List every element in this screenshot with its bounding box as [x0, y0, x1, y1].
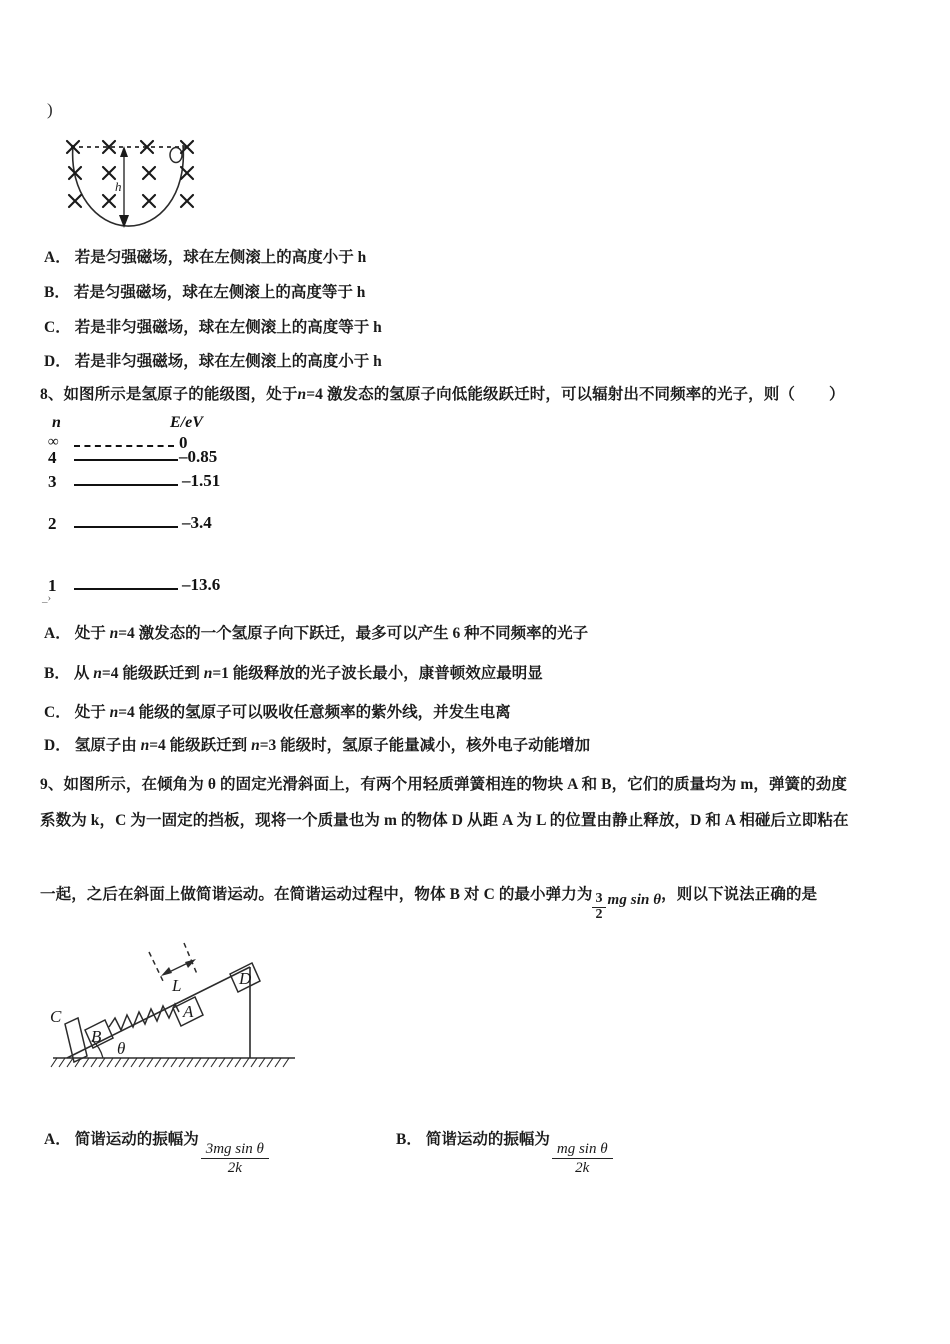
- energy-level-n-1: 1: [48, 576, 57, 595]
- energy-level-value-inf: 0: [179, 433, 188, 452]
- svg-text:h: h: [115, 179, 122, 194]
- q8-option-d-mi1: n: [140, 737, 150, 754]
- energy-level-value-2: –3.4: [182, 513, 212, 532]
- q9-stem-line3: [40, 882, 817, 922]
- q9-option-b-fraction: [552, 1141, 613, 1177]
- q8-option-b-mid: =4 能级跃迁到: [101, 665, 204, 682]
- q8-stem: [40, 382, 845, 404]
- q8-option-d-pre: 氢原子由: [74, 737, 141, 754]
- q9-option-a-denominator: 2k: [227, 1159, 242, 1176]
- energy-level-value-3: –1.51: [182, 471, 221, 490]
- q7-option-d: [44, 349, 382, 371]
- q9-coef-tail: mg sin θ: [607, 892, 662, 909]
- scan-artifact: _›: [42, 592, 52, 604]
- energy-level-n-4: 4: [48, 448, 57, 467]
- q7-option-d-label: D．: [44, 353, 71, 370]
- q8-option-d-label: D．: [44, 737, 71, 754]
- energy-level-value-1: –13.6: [182, 575, 221, 594]
- energy-level-n-2: 2: [48, 514, 57, 533]
- q8-option-a-pre: 处于: [74, 625, 110, 642]
- svg-text:L: L: [172, 976, 182, 995]
- q7-option-a: [44, 245, 366, 267]
- energy-level-diagram: [42, 414, 286, 609]
- energy-diagram-n-header: n: [52, 414, 61, 431]
- inclined-plane-spring-figure: [45, 930, 310, 1085]
- q9-option-b-denominator: 2k: [575, 1159, 590, 1176]
- q8-stem-part2: =4 激发态的氢原子向低能级跃迁时，可以辐射出不同频率的光子，则（: [306, 386, 795, 403]
- q8-option-d: [44, 733, 590, 755]
- q9-option-a-fraction: [201, 1141, 269, 1177]
- energy-level-line-1: [74, 588, 178, 590]
- q7-option-b: [44, 280, 365, 302]
- q8-option-b-mi1: n: [93, 665, 102, 682]
- q9-stem-line1: 9、如图所示，在倾角为 θ 的固定光滑斜面上，有两个用轻质弹簧相连的物块 A 和 B，它们的质量均为 m，弹簧的劲度: [40, 776, 847, 793]
- q9-stem-line2: 系数为 k，C 为一固定的挡板，现将一个质量也为 m 的物体 D 从距 A 为 L 的位置由静止释放，D 和 A 相碰后立即粘在: [40, 812, 849, 829]
- q8-stem-part3: ）: [828, 386, 845, 403]
- energy-level-line-inf: [74, 445, 174, 447]
- q8-option-b: [44, 661, 543, 683]
- svg-text:C: C: [50, 1007, 62, 1026]
- q9-coef-denominator: 2: [595, 906, 603, 922]
- q8-option-c-mi: n: [109, 704, 119, 721]
- q9-option-a-text: 简谐运动的振幅为: [74, 1131, 199, 1148]
- q8-option-c-text: =4 能级的氢原子可以吸收任意频率的紫外线，并发生电离: [118, 704, 511, 721]
- q9-option-b-text: 简谐运动的振幅为: [425, 1131, 550, 1148]
- q9-option-a: [44, 1127, 271, 1177]
- q8-option-c-pre: 处于: [74, 704, 110, 721]
- q8-stem-part1: 8、如图所示是氢原子的能级图，处于: [40, 386, 298, 403]
- q8-option-b-mi2: n: [203, 665, 213, 682]
- q8-option-d-mid: =4 能级跃迁到: [149, 737, 252, 754]
- q7-option-b-label: B．: [44, 284, 70, 301]
- energy-diagram-e-header: E/eV: [170, 414, 203, 431]
- q8-option-a-mi: n: [109, 625, 119, 642]
- energy-level-line-3: [74, 484, 178, 486]
- q8-option-b-label: B．: [44, 665, 70, 682]
- bowl-magnetic-field-figure: [55, 133, 220, 233]
- q9-min-force-expression: [592, 892, 661, 922]
- q7-option-c: [44, 315, 382, 337]
- q9-option-a-numerator: 3mg sin θ: [201, 1141, 269, 1159]
- energy-level-line-2: [74, 526, 178, 528]
- q7-option-a-label: A．: [44, 249, 71, 266]
- q8-option-b-pre: 从: [73, 665, 94, 682]
- q8-option-a-text: =4 激发态的一个氢原子向下跃迁，最多可以产生 6 种不同频率的光子: [118, 625, 589, 642]
- energy-level-value-4: –0.85: [179, 447, 218, 466]
- q8-option-a-label: A．: [44, 625, 71, 642]
- q9-option-b-label: B．: [396, 1131, 422, 1148]
- q8-option-b-post: =1 能级释放的光子波长最小，康普顿效应最明显: [212, 665, 543, 682]
- q8-stem-n: n: [297, 386, 307, 403]
- q7-option-d-text: 若是非匀强磁场，球在左侧滚上的高度小于 h: [74, 353, 382, 370]
- q8-option-d-mi2: n: [251, 737, 260, 754]
- stray-paren-text: ): [47, 100, 53, 119]
- q7-option-a-text: 若是匀强磁场，球在左侧滚上的高度小于 h: [74, 249, 367, 266]
- q9-option-b: [396, 1127, 615, 1177]
- q9-coef-numerator: 3: [592, 892, 605, 908]
- q8-option-d-post: =3 能级时，氢原子能量减小，核外电子动能增加: [259, 737, 591, 754]
- q9-option-a-label: A．: [44, 1131, 71, 1148]
- svg-text:θ: θ: [117, 1039, 126, 1058]
- q8-option-c-label: C．: [44, 704, 71, 721]
- q9-stem-line3-pre: 一起，之后在斜面上做简谐运动。在简谐运动过程中，物体 B 对 C 的最小弹力为: [40, 886, 593, 903]
- q7-option-b-text: 若是匀强磁场，球在左侧滚上的高度等于 h: [73, 284, 366, 301]
- q8-option-a: [44, 621, 588, 643]
- q8-option-c: [44, 700, 511, 722]
- energy-level-line-4: [74, 459, 178, 461]
- svg-text:B: B: [91, 1027, 102, 1046]
- svg-text:D: D: [239, 969, 252, 988]
- svg-text:A: A: [183, 1002, 194, 1021]
- energy-level-n-3: 3: [48, 472, 57, 491]
- q9-option-b-numerator: mg sin θ: [552, 1141, 613, 1159]
- q7-option-c-label: C．: [44, 319, 71, 336]
- q7-option-c-text: 若是非匀强磁场，球在左侧滚上的高度等于 h: [74, 319, 382, 336]
- energy-level-n-inf: ∞: [48, 434, 59, 450]
- q9-stem-line3-post: ，则以下说法正确的是: [661, 886, 818, 903]
